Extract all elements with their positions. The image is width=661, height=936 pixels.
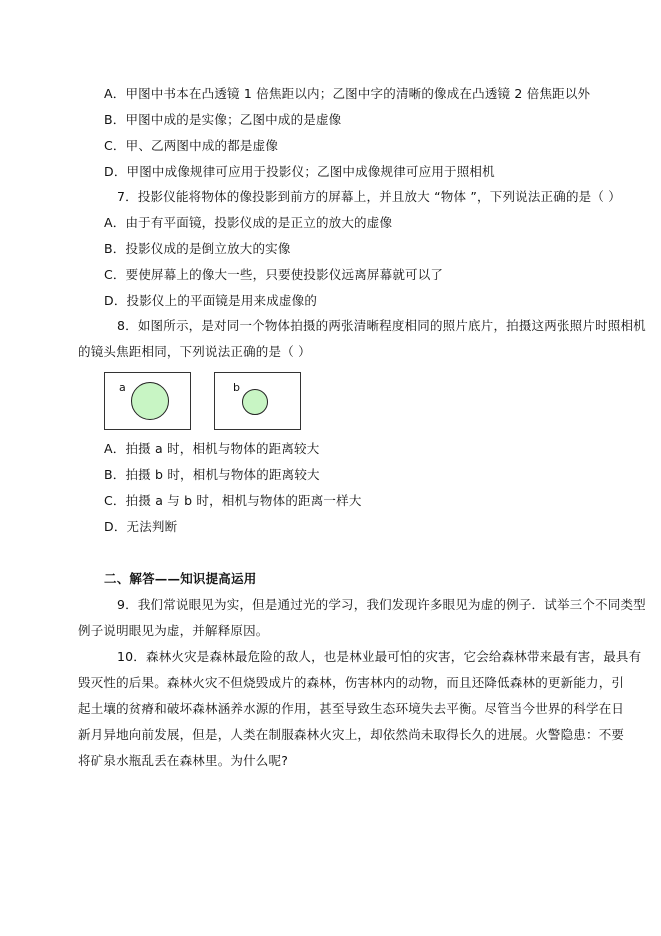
photo-b-frame xyxy=(214,372,301,430)
photo-a-circle xyxy=(131,382,169,420)
q8-option-a: A．拍摄 a 时，相机与物体的距离较大 xyxy=(104,441,320,456)
q10-line1: 10．森林火灾是森林最危险的敌人，也是林业最可怕的灾害，它会给森林带来最有害，最具有 xyxy=(117,649,642,664)
q9-line2: 例子说明眼见为虚，并解释原因。 xyxy=(78,623,269,638)
q7-option-b: B．投影仪成的是倒立放大的实像 xyxy=(104,241,291,256)
q6-option-b: B．甲图中成的是实像；乙图中成的是虚像 xyxy=(104,112,342,127)
q10-line3: 起土壤的贫瘠和破坏森林涵养水源的作用，甚至导致生态环境失去平衡。尽管当今世界的科学在日 xyxy=(78,701,625,716)
photo-a-frame xyxy=(104,372,191,430)
q7-stem: 7．投影仪能将物体的像投影到前方的屏幕上，并且放大 “物体 ”，下列说法正确的是（ ） xyxy=(117,189,621,204)
q8-option-c: C．拍摄 a 与 b 时，相机与物体的距离一样大 xyxy=(104,493,362,508)
q8-stem-line1: 8．如图所示，是对同一个物体拍摄的两张清晰程度相同的照片底片，拍摄这两张照片时照相机 xyxy=(117,318,646,333)
q6-option-a: A．甲图中书本在凸透镜 1 倍焦距以内；乙图中字的清晰的像成在凸透镜 2 倍焦距以外 xyxy=(104,86,591,101)
q9-line1: 9．我们常说眼见为实，但是通过光的学习，我们发现许多眼见为虚的例子．试举三个不同类型 xyxy=(117,597,646,612)
photo-b-circle xyxy=(242,389,268,415)
photo-b-label: b xyxy=(233,381,240,394)
q8-stem-line2: 的镜头焦距相同，下列说法正确的是（ ） xyxy=(78,344,311,359)
q6-option-d: D．甲图中成像规律可应用于投影仪；乙图中成像规律可应用于照相机 xyxy=(104,164,495,179)
section-heading: 二、解答——知识提高运用 xyxy=(104,571,257,586)
q10-line5: 将矿泉水瓶乱丢在森林里。为什么呢? xyxy=(78,753,289,768)
q10-line4: 新月异地向前发展，但是，人类在制服森林火灾上，却依然尚未取得长久的进展。火警隐患：不要 xyxy=(78,727,625,742)
q7-option-d: D．投影仪上的平面镜是用来成虚像的 xyxy=(104,293,318,308)
q8-option-d: D．无法判断 xyxy=(104,519,178,534)
photo-a-label: a xyxy=(119,381,126,394)
q10-line2: 毁灭性的后果。森林火灾不但烧毁成片的森林，伤害林内的动物，而且还降低森林的更新能力，引 xyxy=(78,675,625,690)
q8-option-b: B．拍摄 b 时，相机与物体的距离较大 xyxy=(104,467,320,482)
q6-option-c: C．甲、乙两图中成的都是虚像 xyxy=(104,138,279,153)
q7-option-c: C．要使屏幕上的像大一些，只要使投影仪远离屏幕就可以了 xyxy=(104,267,444,282)
q7-option-a: A．由于有平面镜，投影仪成的是正立的放大的虚像 xyxy=(104,215,393,230)
